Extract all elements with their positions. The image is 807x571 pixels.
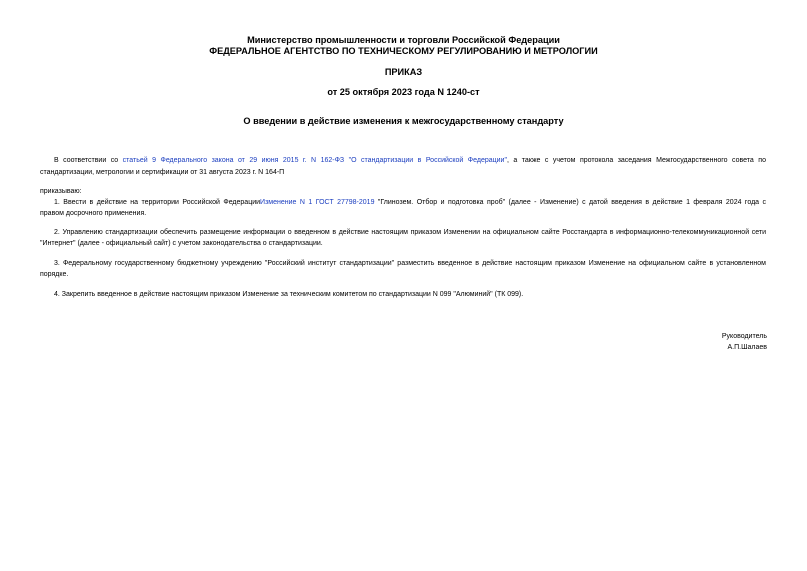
item-3-line-1: 3. Федеральному государственному бюджетному учреждению "Российский институт стандартизации" разместить введенное в действие настоящим приказом Изменение на официальном сайте в установленном [54,260,766,267]
signature-name: А.П.Шалаев [727,344,767,351]
preamble-line-2: стандартизации, метрологии и сертификации от 31 августа 2023 г. N 164-П [40,169,285,176]
standard-change-link[interactable]: Изменение N 1 ГОСТ 27798-2019 [260,199,375,206]
item-3-line-2: порядке. [40,271,69,278]
preamble-rest: , а также с учетом протокола заседания Межгосударственного совета по [506,157,766,164]
law-link[interactable]: статьей 9 Федерального закона от 29 июня 2015 г. N 162-ФЗ "О стандартизации в Российской Федерации" [122,157,507,164]
preamble-line-1 [54,155,766,167]
document-date-number: от 25 октября 2023 года N 1240-ст [327,87,480,97]
item-1-rest: "Глинозем. Отбор и подготовка проб" (далее - Изменение) с датой введения в действие 1 февраля 2024 года с [374,199,766,206]
preamble-lead: В соответствии со [54,157,123,164]
document-type: ПРИКАЗ [384,67,423,77]
signature-position: Руководитель [721,333,767,340]
agency-name: ФЕДЕРАЛЬНОЕ АГЕНТСТВО ПО ТЕХНИЧЕСКОМУ РЕГУЛИРОВАНИЮ И МЕТРОЛОГИИ [209,46,598,56]
item-1-line-2: правом досрочного применения. [40,210,147,217]
order-word: приказываю: [40,188,82,195]
item-2-line-1: 2. Управлению стандартизации обеспечить размещение информации о введенном в действие настоящим приказом Изменении на официальном сайте Росстандарта в информационно-телекоммуникационной сети [54,229,766,236]
item-4-line-1: 4. Закрепить введенное в действие настоящим приказом Изменение за техническим комитетом по стандартизации N 099 "Алюминий" (ТК 099). [54,291,524,298]
item-1-line-1 [54,197,766,209]
ministry-name: Министерство промышленности и торговли Российской Федерации [247,35,560,45]
document-title: О введении в действие изменения к межгосударственному стандарту [243,116,564,126]
item-1-lead: 1. Ввести в действие на территории Российской Федерации [54,199,261,206]
item-2-line-2: "Интернет" (далее - официальный сайт) с учетом законодательства о стандартизации. [40,240,323,247]
